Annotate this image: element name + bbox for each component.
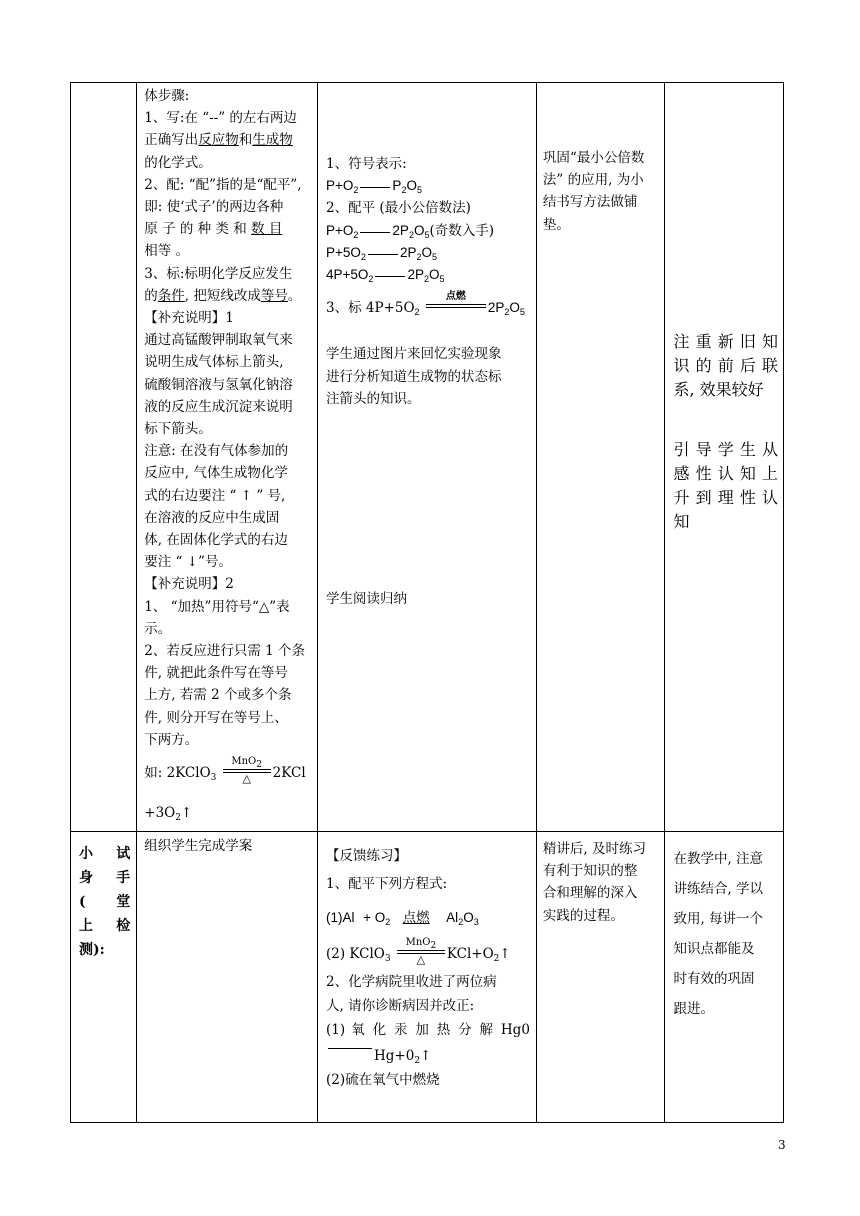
text-line: 的条件, 把短线改成等号。 — [144, 287, 302, 304]
text-line: 识 的 前 后 联 — [673, 356, 778, 375]
text-line: 巩固“最小公倍数 — [542, 150, 645, 166]
text-line: 注箭头的知识。 — [326, 390, 421, 407]
stage-cell — [71, 832, 137, 1123]
stage-title: 小 试 身 手 ( 堂 上 检 测): — [79, 846, 131, 958]
text-line: 精讲后, 及时练习 — [542, 841, 647, 857]
text-line: 式的右边要注 “ ↑ ” 号, — [144, 487, 286, 504]
text-line: 实践的过程。 — [542, 907, 624, 924]
text-line: 知 — [673, 512, 690, 531]
table-row — [71, 832, 784, 1123]
text-line: 2、配: “配”指的是“配平”, — [144, 176, 302, 193]
text-line: 硫酸铜溶液与氢氧化钠溶 — [144, 376, 293, 393]
student-activity-cell — [318, 83, 537, 832]
text-line: 感 性 认 知 上 — [673, 464, 778, 483]
text-line: 正确写出反应物和生成物 — [144, 132, 293, 149]
text-line: 3、标:标明化学反应发生 — [144, 265, 293, 282]
lesson-plan-table — [70, 82, 784, 1123]
text-line: 体步骤: — [144, 88, 190, 104]
text-line: 体, 在固体化学式的右边 — [144, 532, 288, 549]
teacher-activity-cell — [137, 83, 318, 832]
text-line: 学生通过图片来回忆实验现象 — [326, 346, 502, 363]
text-line: 【反馈练习】 — [326, 848, 408, 864]
text-line: 人, 请你诊断病因并改正: — [326, 998, 475, 1014]
equation-line: $+3O_2↑$ — [144, 805, 193, 824]
text-line: 说明生成气体标上箭头, — [144, 354, 284, 371]
text-line: 【补充说明】2 — [144, 576, 234, 593]
text-line: 垫。 — [542, 216, 570, 233]
text-line: 学生阅读归纳 — [326, 591, 408, 608]
text-line: 知识点都能及 — [673, 941, 755, 957]
text-line: 反应中, 气体生成物化学 — [144, 465, 288, 482]
reaction-condition: 点燃 — [426, 294, 486, 316]
equation-line: $P+O_2$ $2P_2O_5$(奇数入手) — [326, 222, 495, 240]
text-line: 2、化学病院里收进了两位病 — [326, 974, 497, 990]
equation-line: 如: 2KClO$_3$ MnO$_2$ △ 2KCl — [144, 756, 306, 786]
reflection-cell — [665, 832, 784, 1123]
text-line: 上方, 若需 2 个或多个条 — [144, 687, 292, 704]
equation-line: $P+O_2$ $P_2O_5$ — [326, 178, 422, 196]
text-line: 法” 的应用, 为小 — [542, 172, 644, 189]
text-line: 2、若反应进行只需 1 个条 — [144, 643, 306, 660]
text-line: 引 导 学 生 从 — [673, 440, 778, 459]
text-line: 讲练结合, 学以 — [673, 881, 764, 897]
text-line: 在溶液的反应中生成固 — [144, 509, 280, 526]
text-line: 液的反应生成沉淀来说明 — [144, 398, 293, 415]
text-line: 示。 — [144, 620, 172, 637]
text-line: 合和理解的深入 — [542, 885, 638, 902]
text-line: 注意: 在没有气体参加的 — [144, 443, 289, 460]
text-line: 1、符号表示: — [326, 156, 407, 172]
text-line: 系, 效果较好 — [673, 380, 764, 399]
text-line: 致用, 每讲一个 — [673, 911, 764, 927]
reflection-cell — [665, 83, 784, 832]
design-intent-cell — [536, 832, 665, 1123]
text-line: 注 重 新 旧 知 — [673, 332, 778, 351]
text-line: 1、配平下列方程式: — [326, 876, 448, 892]
page-number: 3 — [778, 1138, 786, 1152]
text-line: (1) 氧 化 汞 加 热 分 解 Hg0 — [326, 1022, 530, 1038]
table-row — [71, 83, 784, 832]
design-intent-cell — [536, 83, 665, 832]
text-line: 原 子 的 种 类 和 数 目 — [144, 221, 283, 238]
text-line: (2)硫在氧气中燃烧 — [326, 1072, 440, 1088]
equation-line: $Hg+0_2↑$ — [326, 1042, 530, 1068]
text-line: 跟进。 — [673, 1001, 714, 1017]
text-line: 组织学生完成学案 — [144, 838, 253, 854]
text-line: 相等 。 — [144, 243, 190, 260]
text-line: 即: 使‘式子’的两边各种 — [144, 199, 284, 216]
text-line: 标下箭头。 — [144, 421, 212, 438]
text-line: 结书写方法做铺 — [542, 194, 638, 211]
equation-line: 3、标 $4P+5O_2$ 点燃 $2P_2O_5$ — [326, 291, 525, 318]
text-line: 1、 “加热”用符号“△”表 — [144, 598, 290, 615]
reaction-condition: MnO$_2$ △ — [223, 759, 271, 781]
reaction-condition: MnO$_2$ △ — [397, 940, 445, 962]
student-activity-cell — [318, 832, 537, 1123]
equation-line: $(1)Al + O_2$ 点燃 $Al_2O_3$ — [326, 910, 479, 927]
text-line: 下两方。 — [144, 731, 199, 748]
text-line: 在教学中, 注意 — [673, 851, 764, 867]
teacher-activity-cell — [137, 832, 318, 1123]
text-line: 【补充说明】1 — [144, 310, 234, 327]
text-line: 要注 “ ↓”号。 — [144, 554, 232, 571]
text-line: 的化学式。 — [144, 154, 212, 171]
equation-line: $P+5O_2$ $2P_2O_5$ — [326, 244, 437, 262]
text-line: 件, 就把此条件写在等号 — [144, 665, 288, 682]
equation-line: (2) KClO$_3$ MnO$_2$ △ $KCl+O_2↑$ — [326, 937, 511, 966]
text-line: 有利于知识的整 — [542, 863, 638, 880]
text-line: 2、配平 (最小公倍数法) — [326, 200, 471, 217]
text-line: 升 到 理 性 认 — [673, 488, 778, 507]
equation-line: $4P+5O_2$ $2P_2O_5$ — [326, 267, 445, 285]
reaction-condition — [328, 1042, 372, 1064]
text-line: 进行分析知道生成物的状态标 — [326, 368, 502, 385]
text-line: 件, 则分开写在等号上、 — [144, 709, 288, 726]
text-line: 1、写:在 “--” 的左右两边 — [144, 110, 297, 127]
text-line: 通过高锰酸钾制取氧气来 — [144, 332, 293, 349]
stage-cell — [71, 83, 137, 832]
text-line: 时有效的巩固 — [673, 971, 755, 987]
